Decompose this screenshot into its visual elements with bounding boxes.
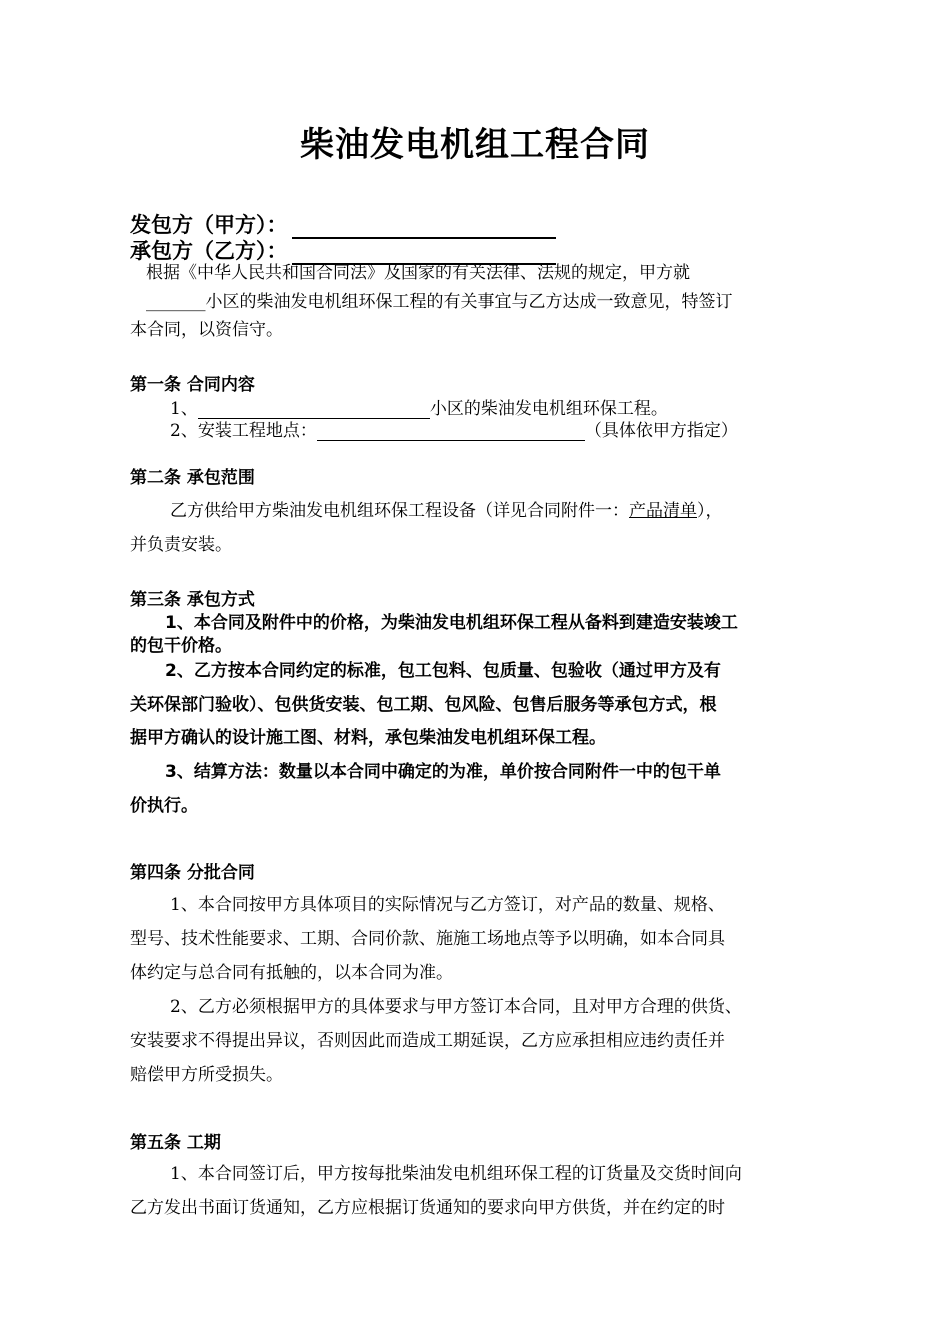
preamble-line-3: 本合同，以资信守。 <box>130 320 283 340</box>
article-2-heading: 第二条 承包范围 <box>130 468 255 488</box>
article-4-p1-line-1: 1、本合同按甲方具体项目的实际情况与乙方签订，对产品的数量、规格、 <box>170 895 725 915</box>
preamble-blank: _______ <box>146 292 206 312</box>
article-2-line-2: 并负责安装。 <box>130 535 232 555</box>
article-3-p1-line-2: 的包干价格。 <box>130 636 232 656</box>
article-2-text: 乙方供给甲方柴油发电机组环保工程设备（详见合同附件一： <box>170 501 629 521</box>
article-5-p1-line-2: 乙方发出书面订货通知，乙方应根据订货通知的要求向甲方供货，并在约定的时 <box>130 1198 725 1218</box>
article-3-p3-line-2: 价执行。 <box>130 796 198 816</box>
preamble-text: 小区的柴油发电机组环保工程的有关事宜与乙方达成一致意见，特签订 <box>205 292 733 312</box>
page-title: 柴油发电机组工程合同 <box>300 125 650 165</box>
fill-blank <box>317 424 585 441</box>
article-3-p2-line-3: 据甲方确认的设计施工图、材料，承包柴油发电机组环保工程。 <box>130 728 606 748</box>
article-4-p2-line-3: 赔偿甲方所受损失。 <box>130 1065 283 1085</box>
article-2-text-end: ）， <box>697 501 723 521</box>
article-5-p1-line-1: 1、本合同签订后，甲方按每批柴油发电机组环保工程的订货量及交货时间向 <box>170 1164 742 1184</box>
item-suffix: 小区的柴油发电机组环保工程。 <box>429 399 668 419</box>
article-3-p2-line-2: 关环保部门验收）、包供货安装、包工期、包风险、包售后服务等承包方式，根 <box>130 695 717 715</box>
article-5-heading: 第五条 工期 <box>130 1133 221 1153</box>
article-4-p2-line-1: 2、乙方必须根据甲方的具体要求与甲方签订本合同，且对甲方合理的供货、 <box>170 997 742 1017</box>
article-4-p1-line-3: 体约定与总合同有抵触的，以本合同为准。 <box>130 963 453 983</box>
article-3-p1-line-1: 1、本合同及附件中的价格，为柴油发电机组环保工程从备料到建造安装竣工 <box>165 613 738 633</box>
article-1-item-2 <box>170 416 738 441</box>
article-3-p3-line-1: 3、结算方法：数量以本合同中确定的为准，单价按合同附件一中的包干单 <box>165 762 721 782</box>
article-4-heading: 第四条 分批合同 <box>130 863 255 883</box>
article-1-heading: 第一条 合同内容 <box>130 375 255 395</box>
article-3-p2-line-1: 2、乙方按本合同约定的标准，包工包料、包质量、包验收（通过甲方及有 <box>165 661 721 681</box>
party-b-label: 承包方（乙方）： <box>130 239 288 263</box>
article-4-p2-line-2: 安装要求不得提出异议，否则因此而造成工期延误，乙方应承担相应违约责任并 <box>130 1031 725 1051</box>
item-suffix: （具体依甲方指定） <box>584 421 738 441</box>
article-3-heading: 第三条 承包方式 <box>130 590 255 610</box>
product-list-link[interactable]: 产品清单 <box>629 501 697 521</box>
article-2-line-1 <box>170 496 723 521</box>
item-prefix: 2、安装工程地点： <box>170 421 317 441</box>
preamble-line-2 <box>146 287 733 312</box>
article-4-p1-line-2: 型号、技术性能要求、工期、合同价款、施施工场地点等予以明确，如本合同具 <box>130 929 725 949</box>
item-prefix: 1、 <box>170 399 198 419</box>
preamble-line-1: 根据《中华人民共和国合同法》及国家的有关法律、法规的规定，甲方就 <box>146 263 690 283</box>
party-a-label: 发包方（甲方）： <box>130 213 288 237</box>
